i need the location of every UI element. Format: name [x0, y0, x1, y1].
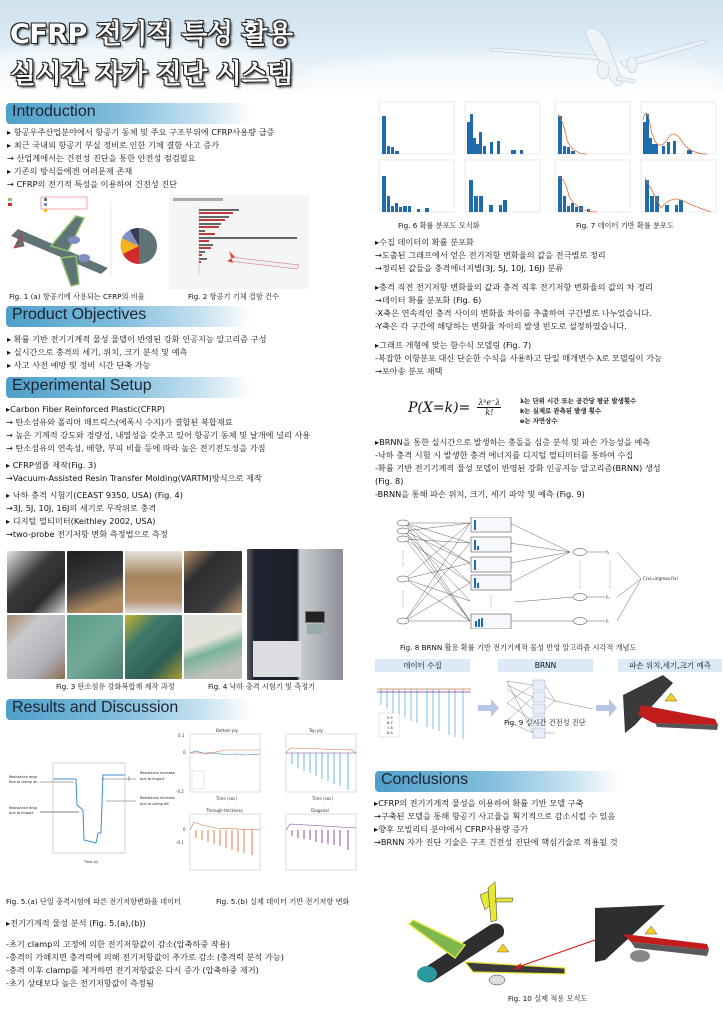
svg-text:Resistance increase: Resistance increase: [140, 796, 175, 800]
setup-text: [6, 403, 310, 541]
airplane-illustration: [440, 10, 710, 90]
intro-line: ▸ 최근 국내외 항공기 부실 정비로 인한 기체 결함 사고 증가: [7, 140, 220, 150]
legend-entry: 7-8: [387, 726, 393, 730]
text-line: -X축은 연속적인 충격 사이의 변화율 차이를 추출하여 구간별로 나누었습니다.: [375, 308, 652, 318]
svg-text:Resistance drop: Resistance drop: [9, 775, 37, 779]
section-title: Introduction: [12, 103, 96, 120]
figure-2-caption: Fig. 2 항공기 기체 결함 건수: [188, 292, 279, 301]
setup-line: →3J, 5J, 10J, 16J의 세기로 무작위로 충격: [6, 503, 157, 513]
analysis-line: -초기 clamp의 고정에 의한 전기저항값이 감소(압축하중 작용): [6, 939, 230, 949]
section-header-introduction: [6, 103, 251, 124]
text-line: ▸BRNN을 통한 실시간으로 발생하는 충돌을 심층 분석 및 파손 가능성을 예측: [375, 437, 651, 447]
text-line: ▸충격 직전 전기저항 변화율의 값과 충격 직후 전기저항 변화율의 값의 차 정리: [375, 282, 653, 292]
setup-line: ▸Carbon Fiber Reinforced Plastic(CFRP): [6, 404, 165, 414]
figure-5b-caption: Fig. 5.(b) 실제 데이터 기반 전기저항 변화: [216, 897, 350, 906]
intro-line: → CFRP의 전기적 특성을 이용하여 건전성 진단: [7, 179, 178, 189]
formula-notes: [520, 396, 636, 426]
text-line: →포아송 분포 채택: [375, 366, 443, 376]
formula-note: λ는 단위 시간 또는 공간당 평균 발생횟수: [520, 397, 637, 405]
poster-title-line2: 실시간 자가 진단 시스템: [10, 59, 293, 90]
section-title: Results and Discussion: [12, 699, 179, 716]
probability-text: [375, 236, 662, 378]
photo-mold-plate: [125, 551, 182, 613]
section-header-conclusions: [375, 771, 620, 792]
svg-text:due to impact: due to impact: [9, 811, 34, 815]
svg-text:-0.2: -0.2: [176, 789, 184, 794]
svg-text:Resistance increase: Resistance increase: [140, 771, 175, 775]
svg-text:Top ply: Top ply: [309, 728, 324, 733]
text-line: -Y축은 각 구간에 해당하는 변화율 차이의 발생 빈도로 설정하였습니다.: [375, 321, 627, 331]
analysis-line: -충격 이후 clamp를 제거하면 전기저항값은 다시 증가 (압축하중 제거): [6, 965, 259, 975]
photo-fabric-layup: [7, 551, 65, 613]
conclusion-line: →BRNN 자가 진단 기술은 구조 건전성 진단에 핵심기술로 적용될 것: [374, 837, 618, 847]
figure-5a-caption: Fig. 5.(a) 단일 충격시험에 따른 전기저항변화율 데이터: [6, 897, 181, 906]
figure-2-defect-chart: [169, 195, 309, 289]
legend-entry: 6-7: [387, 721, 393, 725]
arrow-right-icon: [596, 699, 617, 717]
svg-text:due to impact: due to impact: [140, 777, 165, 781]
analysis-line: ▸전기기계적 물성 분석 (Fig. 5.(a),(b)): [6, 918, 146, 928]
section-header-results: [6, 699, 251, 720]
section-title: Experimental Setup: [12, 377, 152, 394]
section-title: Product Objectives: [12, 306, 147, 323]
tester-base: [253, 641, 301, 677]
legend-entry: 5-5: [387, 716, 393, 720]
warning-icon: [665, 693, 677, 701]
svg-text:Resistance drop: Resistance drop: [9, 806, 37, 810]
figure-5a-resistance-chart: [6, 755, 176, 867]
figure-10-caption: Fig. 10 실제 적용 모식도: [508, 994, 588, 1003]
setup-line: →two-probe 전기저항 변화 측정법으로 측정: [6, 529, 168, 539]
photo-curing-setup: [184, 615, 242, 679]
multimeter: [307, 624, 323, 634]
title-banner: [0, 0, 723, 95]
setup-line: ▸ 낙하 충격 시험기(CEAST 9350, USA) (Fig. 4): [6, 490, 183, 500]
figure-7-caption: Fig. 7 데이터 기반 확률 분포도: [576, 221, 674, 230]
objective-line: ▸ 실시간으로 충격의 세기, 위치, 크기 분석 및 예측: [7, 347, 188, 357]
objective-line: ▸ 확률 기반 전기기계적 물성 물델이 반영된 강화 인공지능 알고리즘 구성: [7, 334, 267, 344]
output-fn: fₙ: [606, 619, 610, 624]
text-line: -복잡한 이항분포 대신 단순한 수식을 사용하고 단일 매개변수 λ로 모델링이 가능: [375, 353, 662, 363]
output-fm: fₘ: [606, 595, 610, 600]
text-line: →데이터 확률 분포화 (Fig. 6): [375, 295, 482, 305]
poisson-formula: [408, 397, 501, 417]
text-line: →도출된 그래프에서 얻은 전기저항 변화율의 값을 전극별로 정리: [375, 250, 606, 260]
svg-text:Through-thickness: Through-thickness: [206, 808, 243, 813]
svg-text:Bottom ply: Bottom ply: [216, 728, 238, 733]
figure-9-caption: Fig. 9 실시간 건전성 진단: [504, 718, 586, 727]
figure-1-caption: Fig. 1 (a) 항공기에 사용되는 CFRP의 비율: [9, 292, 145, 301]
svg-text:Time (sec): Time (sec): [216, 796, 237, 801]
setup-line: → 탄소섬유와 폴리머 매트릭스(에폭시 수지)가 결합된 복합재료: [6, 417, 233, 427]
conclusion-line: →구축된 모델을 통해 항공기 사고율을 획기적으로 감소시킬 수 있음: [374, 811, 616, 821]
figure-1-cfrp-ratio: [6, 196, 166, 291]
brnn-text: [375, 436, 661, 501]
text-line: (Fig. 8): [375, 476, 404, 486]
section-header-product-objectives: [6, 306, 251, 327]
warning-icon: [645, 926, 657, 934]
argmax-formula: C(x)=argmax f(x): [643, 576, 679, 581]
warning-icon: [497, 944, 509, 952]
formula-numerator: λᵏe⁻λ: [478, 398, 501, 407]
objective-line: ▸ 사고 사전 예방 및 정비 시간 단축 가능: [7, 360, 151, 370]
multimeter-screen: [305, 611, 325, 623]
setup-line: ▸ 디지털 멀티미터(Keithley 2002, USA): [6, 516, 156, 526]
figure-6-caption: Fig. 6 확률 분포도 모식화: [398, 221, 480, 230]
figure-8-caption: Fig. 8 BRNN 활용 확률 기반 전기기계적 물성 반영 알고리즘 시각적 개념도: [400, 643, 637, 652]
text-line: →정리된 값들을 충격에너지별(3J, 5J, 10J, 16J) 분류: [375, 263, 564, 273]
text-line: ▸수집 데이터의 확률 분포화: [375, 237, 474, 247]
figure-6-7-histograms: [377, 100, 722, 215]
text-line: -낙하 충격 시험 시 발생한 충격 에너지를 디지털 멀티미터를 통하여 수집: [375, 450, 634, 460]
photo-layered-fabric: [184, 551, 242, 613]
conclusion-line: ▸향후 모빌리티 분야에서 CFRP사용량 증가: [374, 824, 529, 834]
figure-10-application-illustration: [395, 870, 715, 990]
analysis-line: -충격이 가해지면 충격력에 의해 전기저항값이 추가로 감소 (충격력 분석 가능): [6, 952, 284, 962]
step-label-brnn: BRNN: [498, 659, 593, 672]
arrow-right-icon: [478, 699, 499, 717]
setup-line: → 높은 기계적 강도와 경량성, 내열성을 갖추고 있어 항공기 동체 및 날개에 널리 사용: [6, 430, 311, 440]
figure-3-caption: Fig. 3 탄소섬유 강화복합재 제작 과정: [56, 682, 175, 691]
svg-text:-0.1: -0.1: [176, 840, 184, 845]
results-analysis-text: [6, 917, 284, 990]
setup-line: ▸ CFRP샘플 제작(Fig. 3): [6, 460, 97, 470]
figure-4-caption: Fig. 4 낙하 충격 시험기 및 측정기: [208, 682, 316, 691]
step-label-data-collection: 데이터 수집: [375, 659, 470, 672]
introduction-text: [7, 126, 274, 191]
conclusion-line: ▸CFRP의 전기기계적 물성을 이용하여 확률 기반 모델 구축: [374, 798, 584, 808]
setup-line: →Vacuum-Assisted Resin Transfer Molding(VARTM)방식으로 제작: [6, 473, 262, 483]
text-line: ▸그래프 개형에 맞는 함수식 모델링 (Fig. 7): [375, 340, 532, 350]
intro-line: ▸ 기존의 방식들에겐 여러문제 존재: [7, 166, 133, 176]
svg-text:0.1: 0.1: [178, 733, 185, 738]
section-title: Conclusions: [381, 771, 469, 788]
step-label-damage-prediction: 파손 위치,세기,크기 예측: [618, 659, 722, 672]
svg-text:Diagonal: Diagonal: [311, 808, 329, 813]
figure-8-brnn-diagram: [395, 517, 695, 629]
svg-text:due to clamp on: due to clamp on: [9, 780, 38, 784]
formula-note: e는 자연상수: [520, 417, 558, 425]
svg-text:Time (sec): Time (sec): [312, 796, 333, 801]
output-f1: f₁: [606, 550, 610, 555]
conclusions-text: [374, 797, 618, 849]
figure-9-realtime-diagnosis: [373, 675, 723, 745]
objectives-text: [7, 333, 267, 372]
section-header-experimental-setup: [6, 377, 251, 398]
intro-line: ▸ 항공우주산업분야에서 항공기 동체 및 주요 구조부위에 CFRP사용량 급증: [7, 127, 275, 137]
svg-text:due to clamp off: due to clamp off: [140, 802, 169, 806]
figure-5b-resistance-panels: [176, 726, 366, 872]
svg-text:Time (s): Time (s): [84, 860, 99, 864]
intro-line: → 산업계에서는 건전성 진단을 통한 안전성 점검필요: [7, 153, 196, 163]
formula-lhs: P(X=k)=: [408, 400, 471, 416]
formula-denominator: k!: [485, 408, 494, 417]
photo-carbon-fabric: [67, 551, 123, 613]
svg-text:0: 0: [183, 827, 186, 832]
photo-infusion-mesh: [67, 615, 123, 679]
text-line: -BRNN을 통해 파손 위치, 크기, 세기 파악 및 예측 (Fig. 9): [375, 489, 585, 499]
photo-peel-ply: [7, 615, 65, 679]
svg-text:0: 0: [183, 750, 186, 755]
legend-entry: 8-5: [387, 731, 393, 735]
setup-line: → 탄소섬유의 연속성, 배향, 부피 비율 등에 따라 높은 전기전도성을 가짐: [6, 443, 266, 453]
photo-vacuum-bag: [125, 615, 182, 679]
formula-note: k는 실제로 관측된 발생 횟수: [520, 407, 602, 415]
poster-title-line1: CFRP 전기적 특성 활용: [10, 19, 293, 50]
text-line: -확률 기반 전기기계적 물성 모델이 반영된 강화 인공지능 알고리즘(BRNN) 생성: [375, 463, 661, 473]
analysis-line: -초기 상태보다 높은 전기저항값이 측정됨: [6, 978, 154, 988]
figure-4-drop-tester-photo: [247, 549, 343, 680]
